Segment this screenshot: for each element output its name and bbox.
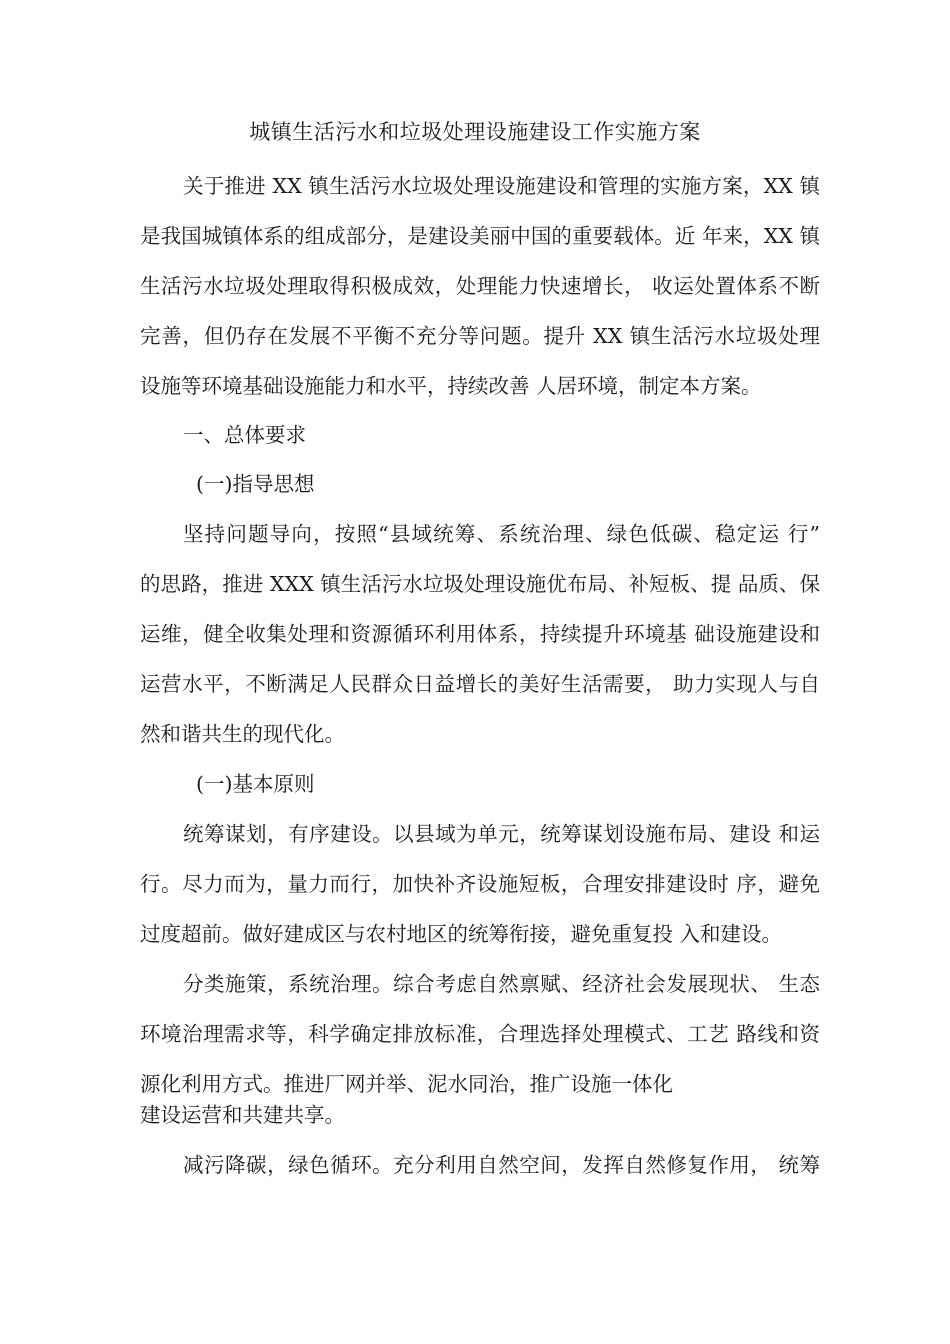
section-heading-1: 一、总体要求 bbox=[183, 423, 306, 447]
principle1-line-2: 行。尽力而为，量力而行，加快补齐设施短板，合理安排建设时 序，避免 bbox=[140, 872, 820, 896]
guide-line-2: 的思路，推进 XXX 镇生活污水垃圾处理设施优布局、补短板、提 品质、保 bbox=[140, 572, 820, 596]
intro-line-5: 设施等环境基础设施能力和水平，持续改善 人居环境，制定本方案。 bbox=[140, 374, 762, 398]
subheading-basic-principles: (一)基本原则 bbox=[196, 772, 315, 796]
principle2-line-1: 分类施策，系统治理。综合考虑自然禀赋、经济社会发展现状、 生态 bbox=[183, 972, 820, 996]
principle2-line-4: 建设运营和共建共享。 bbox=[140, 1103, 345, 1127]
intro-line-1: 关于推进 XX 镇生活污水垃圾处理设施建设和管理的实施方案，XX 镇 bbox=[183, 174, 820, 198]
principle2-line-3: 源化利用方式。推进厂网并举、泥水同治，推广设施一体化 bbox=[140, 1072, 673, 1096]
intro-line-2: 是我国城镇体系的组成部分，是建设美丽中国的重要载体。近 年来，XX 镇 bbox=[140, 224, 820, 248]
guide-line-1: 坚持问题导向，按照“县域统筹、系统治理、绿色低碳、稳定运 行” bbox=[183, 522, 820, 546]
principle1-line-3: 过度超前。做好建成区与农村地区的统筹衔接，避免重复投 入和建设。 bbox=[140, 922, 783, 946]
principle1-line-1: 统筹谋划，有序建设。以县域为单元，统筹谋划设施布局、建设 和运 bbox=[183, 822, 820, 846]
intro-line-4: 完善，但仍存在发展不平衡不充分等问题。提升 XX 镇生活污水垃圾处理 bbox=[140, 324, 820, 348]
subheading-guiding-ideology: (一)指导思想 bbox=[196, 472, 315, 496]
principle3-line-1: 减污降碳，绿色循环。充分利用自然空间，发挥自然修复作用， 统筹 bbox=[183, 1153, 820, 1177]
principle2-line-2: 环境治理需求等，科学确定排放标准，合理选择处理模式、工艺 路线和资 bbox=[140, 1022, 820, 1046]
intro-line-3: 生活污水垃圾处理取得积极成效，处理能力快速增长， 收运处置体系不断 bbox=[140, 274, 820, 298]
document-title: 城镇生活污水和垃圾处理设施建设工作实施方案 bbox=[249, 120, 701, 144]
guide-line-4: 运营水平，不断满足人民群众日益增长的美好生活需要， 助力实现人与自 bbox=[140, 672, 820, 696]
guide-line-3: 运维，健全收集处理和资源循环利用体系，持续提升环境基 础设施建设和 bbox=[140, 622, 820, 646]
guide-line-5: 然和谐共生的现代化。 bbox=[140, 722, 345, 746]
